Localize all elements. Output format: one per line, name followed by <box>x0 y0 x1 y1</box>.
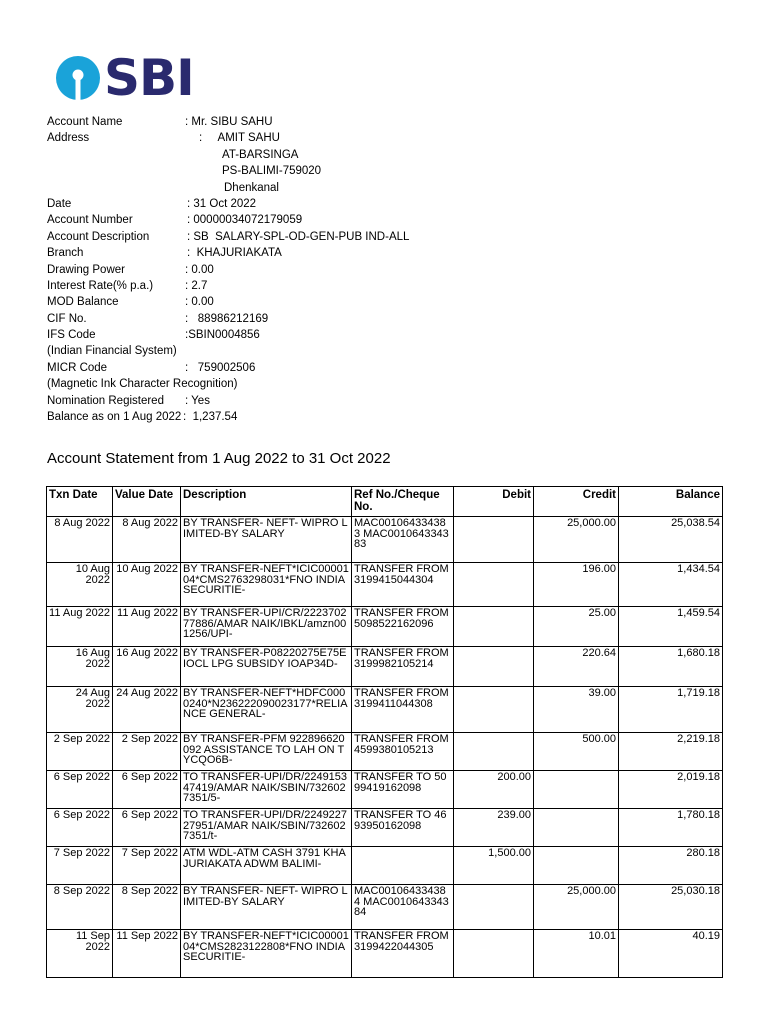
description-cell <box>181 687 352 733</box>
credit-cell-text: 25,000.00 <box>567 518 616 529</box>
table-row <box>47 885 723 930</box>
credit-cell <box>534 517 619 563</box>
balance-cell-text: 1,459.54 <box>677 608 720 619</box>
transactions-table <box>46 486 723 978</box>
table-row <box>47 809 723 847</box>
ref-no-cell <box>352 647 454 687</box>
header-value-date: Value Date <box>113 487 181 517</box>
balance-cell-text: 25,030.18 <box>671 886 720 897</box>
credit-cell-text: 25,000.00 <box>567 886 616 897</box>
ref-no-cell-text: MAC001064334384 MAC001064334384 <box>354 886 449 918</box>
transactions-body <box>47 517 723 978</box>
detail-label: (Magnetic Ink Character Recognition) <box>47 378 238 391</box>
ref-no-cell-text: TRANSFER FROM 4599380105213 <box>354 734 449 755</box>
table-row <box>47 687 723 733</box>
detail-label: Account Description <box>47 230 150 243</box>
txn-date-cell <box>47 607 113 647</box>
value-date-cell <box>113 517 181 563</box>
detail-row <box>47 180 747 196</box>
value-date-cell-text: 10 Aug 2022 <box>116 564 178 575</box>
header-ref-no: Ref No./Cheque No. <box>352 487 454 517</box>
detail-row <box>47 114 747 130</box>
detail-value: : 00000034072179059 <box>187 214 303 227</box>
detail-label: Date <box>47 197 72 210</box>
balance-cell-text: 40.19 <box>692 931 720 942</box>
value-date-cell <box>113 847 181 885</box>
table-header-row <box>47 487 723 517</box>
credit-cell <box>534 733 619 771</box>
value-date-cell <box>113 733 181 771</box>
detail-value: : 31 Oct 2022 <box>187 197 257 210</box>
header-txn-date: Txn Date <box>47 487 113 517</box>
detail-value: AT-BARSINGA <box>222 148 299 161</box>
detail-label: Interest Rate(% p.a.) <box>47 279 154 292</box>
credit-cell <box>534 930 619 978</box>
txn-date-cell <box>47 809 113 847</box>
credit-cell-text: 39.00 <box>588 688 616 699</box>
detail-value: : Yes <box>185 394 210 407</box>
balance-cell-text: 2,019.18 <box>677 772 720 783</box>
debit-cell <box>454 733 534 771</box>
ref-no-cell-text: TRANSFER FROM 5098522162096 <box>354 608 449 629</box>
description-cell-text: TO TRANSFER-UPI/DR/224922727951/AMAR NAIK/SBIN/7326027351/t- <box>183 810 348 842</box>
credit-cell <box>534 563 619 607</box>
balance-cell <box>619 607 723 647</box>
ref-no-cell <box>352 687 454 733</box>
ref-no-cell <box>352 885 454 930</box>
credit-cell <box>534 809 619 847</box>
balance-cell-text: 280.18 <box>686 848 720 859</box>
detail-row <box>47 393 747 409</box>
detail-label: Branch <box>47 247 84 260</box>
value-date-cell <box>113 563 181 607</box>
credit-cell-text: 220.64 <box>582 648 616 659</box>
detail-row <box>47 130 747 146</box>
debit-cell-text: 239.00 <box>497 810 531 821</box>
header-credit: Credit <box>534 487 619 517</box>
description-cell <box>181 847 352 885</box>
statement-title: Account Statement from 1 Aug 2022 to 31 Oct 2022 <box>47 450 391 467</box>
description-cell-text: BY TRANSFER-NEFT*HDFC0000240*N236222090023177*RELIANCE GENERAL- <box>183 688 348 720</box>
description-cell <box>181 809 352 847</box>
ref-no-cell-text: TRANSFER TO 4693950162098 <box>354 810 447 831</box>
txn-date-cell-text: 24 Aug 2022 <box>75 688 110 709</box>
txn-date-cell <box>47 687 113 733</box>
description-cell-text: BY TRANSFER- NEFT- WIPRO LIMITED-BY SALARY <box>183 886 348 907</box>
ref-no-cell-text: TRANSFER FROM 3199422044305 <box>354 931 449 952</box>
ref-no-cell-text: TRANSFER TO 5099419162098 <box>354 772 447 793</box>
detail-value: PS-BALIMI-759020 <box>222 165 322 178</box>
detail-row <box>47 262 747 278</box>
table-row <box>47 847 723 885</box>
txn-date-cell-text: 8 Aug 2022 <box>54 518 110 529</box>
detail-label: MOD Balance <box>47 296 119 309</box>
txn-date-cell-text: 8 Sep 2022 <box>53 886 110 897</box>
credit-cell-text: 500.00 <box>582 734 616 745</box>
balance-cell <box>619 771 723 809</box>
txn-date-cell-text: 7 Sep 2022 <box>53 848 110 859</box>
value-date-cell-text: 16 Aug 2022 <box>116 648 178 659</box>
value-date-cell <box>113 687 181 733</box>
description-cell <box>181 607 352 647</box>
debit-cell <box>454 517 534 563</box>
balance-cell-text: 25,038.54 <box>671 518 720 529</box>
ref-no-cell-text: TRANSFER FROM 3199415044304 <box>354 564 449 585</box>
table-row <box>47 517 723 563</box>
value-date-cell-text: 24 Aug 2022 <box>116 688 178 699</box>
value-date-cell-text: 11 Sep 2022 <box>116 931 178 942</box>
debit-cell <box>454 809 534 847</box>
txn-date-cell <box>47 647 113 687</box>
detail-row <box>47 212 747 228</box>
detail-row <box>47 360 747 376</box>
description-cell-text: ATM WDL-ATM CASH 3791 KHAJURIAKATA ADWM BALIMI- <box>183 848 346 869</box>
description-cell-text: TO TRANSFER-UPI/DR/224915347419/AMAR NAIK/SBIN/7326027351/5- <box>183 772 348 804</box>
detail-label: Account Number <box>47 214 133 227</box>
detail-row <box>47 294 747 310</box>
txn-date-cell <box>47 733 113 771</box>
description-cell <box>181 563 352 607</box>
value-date-cell <box>113 771 181 809</box>
credit-cell-text: 10.01 <box>588 931 616 942</box>
detail-label: CIF No. <box>47 312 87 325</box>
detail-row <box>47 163 747 179</box>
txn-date-cell <box>47 885 113 930</box>
ref-no-cell <box>352 733 454 771</box>
value-date-cell <box>113 930 181 978</box>
detail-row <box>47 409 747 425</box>
detail-value: : 88986212169 <box>185 312 269 325</box>
value-date-cell-text: 11 Aug 2022 <box>117 608 178 619</box>
account-details <box>47 114 747 425</box>
txn-date-cell <box>47 563 113 607</box>
detail-row <box>47 311 747 327</box>
debit-cell-text: 1,500.00 <box>488 848 531 859</box>
value-date-cell-text: 7 Sep 2022 <box>121 848 178 859</box>
credit-cell <box>534 607 619 647</box>
balance-cell <box>619 809 723 847</box>
credit-cell <box>534 771 619 809</box>
credit-cell <box>534 847 619 885</box>
detail-label: Address <box>47 132 90 145</box>
header-debit: Debit <box>454 487 534 517</box>
detail-value: : AMIT SAHU <box>199 132 280 145</box>
value-date-cell-text: 8 Aug 2022 <box>122 518 178 529</box>
ref-no-cell <box>352 563 454 607</box>
credit-cell-text: 25.00 <box>588 608 616 619</box>
table-row <box>47 733 723 771</box>
debit-cell <box>454 771 534 809</box>
ref-no-cell-text: MAC001064334383 MAC001064334383 <box>354 518 449 550</box>
detail-label: (Indian Financial System) <box>47 345 177 358</box>
balance-cell <box>619 733 723 771</box>
detail-value: : 0.00 <box>185 263 214 276</box>
txn-date-cell <box>47 930 113 978</box>
txn-date-cell-text: 2 Sep 2022 <box>53 734 110 745</box>
detail-row <box>47 245 747 261</box>
value-date-cell-text: 8 Sep 2022 <box>121 886 178 897</box>
txn-date-cell-text: 16 Aug 2022 <box>75 648 110 669</box>
balance-cell <box>619 847 723 885</box>
debit-cell <box>454 885 534 930</box>
detail-label: Drawing Power <box>47 263 125 276</box>
header-balance: Balance <box>619 487 723 517</box>
detail-label: Account Name <box>47 116 123 128</box>
description-cell-text: BY TRANSFER-PFM 922896620092 ASSISTANCE TO LAH ON TYCQO6B- <box>183 734 345 766</box>
detail-value: :SBIN0004856 <box>185 329 260 342</box>
txn-date-cell-text: 10 Aug 2022 <box>75 564 110 585</box>
description-cell-text: BY TRANSFER- NEFT- WIPRO LIMITED-BY SALARY <box>183 518 348 539</box>
detail-label: Balance as on 1 Aug 2022 <box>47 411 182 424</box>
detail-value: : 0.00 <box>185 296 214 309</box>
balance-cell <box>619 687 723 733</box>
ref-no-cell <box>352 930 454 978</box>
debit-cell <box>454 563 534 607</box>
detail-label: IFS Code <box>47 329 96 342</box>
detail-value: : 759002506 <box>185 361 256 374</box>
table-row <box>47 771 723 809</box>
description-cell-text: BY TRANSFER-P08220275E75E IOCL LPG SUBSIDY IOAP34D- <box>183 648 347 669</box>
detail-row <box>47 229 747 245</box>
detail-label: MICR Code <box>47 361 108 374</box>
detail-row <box>47 196 747 212</box>
detail-row <box>47 376 747 392</box>
ref-no-cell-text: TRANSFER FROM 3199982105214 <box>354 648 449 669</box>
sbi-logo-text: SBI <box>104 49 194 107</box>
balance-cell-text: 1,434.54 <box>677 564 720 575</box>
value-date-cell-text: 6 Sep 2022 <box>121 772 178 783</box>
description-cell <box>181 647 352 687</box>
debit-cell <box>454 647 534 687</box>
txn-date-cell-text: 6 Sep 2022 <box>53 772 110 783</box>
table-row <box>47 647 723 687</box>
balance-cell-text: 1,680.18 <box>677 648 720 659</box>
ref-no-cell <box>352 847 454 885</box>
balance-cell <box>619 930 723 978</box>
table-row <box>47 930 723 978</box>
ref-no-cell-text: TRANSFER FROM 3199411044308 <box>354 688 449 709</box>
description-cell-text: BY TRANSFER-NEFT*ICIC0000104*CMS2823122808*FNO INDIA SECURITIE- <box>183 931 349 963</box>
txn-date-cell-text: 6 Sep 2022 <box>53 810 110 821</box>
value-date-cell <box>113 647 181 687</box>
balance-cell <box>619 647 723 687</box>
description-cell <box>181 771 352 809</box>
header-description: Description <box>181 487 352 517</box>
sbi-keyhole-icon <box>55 55 101 101</box>
debit-cell <box>454 687 534 733</box>
debit-cell <box>454 607 534 647</box>
txn-date-cell <box>47 847 113 885</box>
value-date-cell <box>113 607 181 647</box>
balance-cell-text: 1,719.18 <box>677 688 720 699</box>
txn-date-cell-text: 11 Sep 2022 <box>75 931 110 952</box>
debit-cell <box>454 847 534 885</box>
detail-value: : Mr. SIBU SAHU <box>185 116 273 128</box>
ref-no-cell <box>352 607 454 647</box>
ref-no-cell <box>352 809 454 847</box>
ref-no-cell <box>352 517 454 563</box>
credit-cell-text: 196.00 <box>582 564 616 575</box>
balance-cell-text: 1,780.18 <box>677 810 720 821</box>
detail-value: Dhenkanal <box>224 181 279 194</box>
credit-cell <box>534 687 619 733</box>
txn-date-cell <box>47 771 113 809</box>
txn-date-cell-text: 11 Aug 2022 <box>49 608 110 619</box>
description-cell <box>181 930 352 978</box>
detail-row <box>47 147 747 163</box>
description-cell <box>181 885 352 930</box>
detail-value: : 2.7 <box>185 279 208 292</box>
detail-value: : 1,237.54 <box>183 411 238 424</box>
value-date-cell-text: 2 Sep 2022 <box>121 734 178 745</box>
value-date-cell <box>113 809 181 847</box>
description-cell <box>181 517 352 563</box>
balance-cell <box>619 517 723 563</box>
description-cell <box>181 733 352 771</box>
detail-row <box>47 327 747 343</box>
detail-value: : SB SALARY-SPL-OD-GEN-PUB IND-ALL <box>187 230 410 243</box>
description-cell-text: BY TRANSFER-UPI/CR/222370277886/AMAR NAIK/IBKL/amzn001256/UPI- <box>183 608 347 640</box>
ref-no-cell <box>352 771 454 809</box>
detail-row <box>47 343 747 359</box>
table-row <box>47 607 723 647</box>
debit-cell-text: 200.00 <box>497 772 531 783</box>
credit-cell <box>534 885 619 930</box>
debit-cell <box>454 930 534 978</box>
detail-label: Nomination Registered <box>47 394 164 407</box>
description-cell-text: BY TRANSFER-NEFT*ICIC0000104*CMS2763298031*FNO INDIA SECURITIE- <box>183 564 349 596</box>
balance-cell <box>619 885 723 930</box>
credit-cell <box>534 647 619 687</box>
sbi-logo <box>55 49 194 107</box>
balance-cell-text: 2,219.18 <box>677 734 720 745</box>
table-row <box>47 563 723 607</box>
txn-date-cell <box>47 517 113 563</box>
value-date-cell-text: 6 Sep 2022 <box>121 810 178 821</box>
balance-cell <box>619 563 723 607</box>
detail-value: : KHAJURIAKATA <box>187 247 282 260</box>
detail-row <box>47 278 747 294</box>
value-date-cell <box>113 885 181 930</box>
